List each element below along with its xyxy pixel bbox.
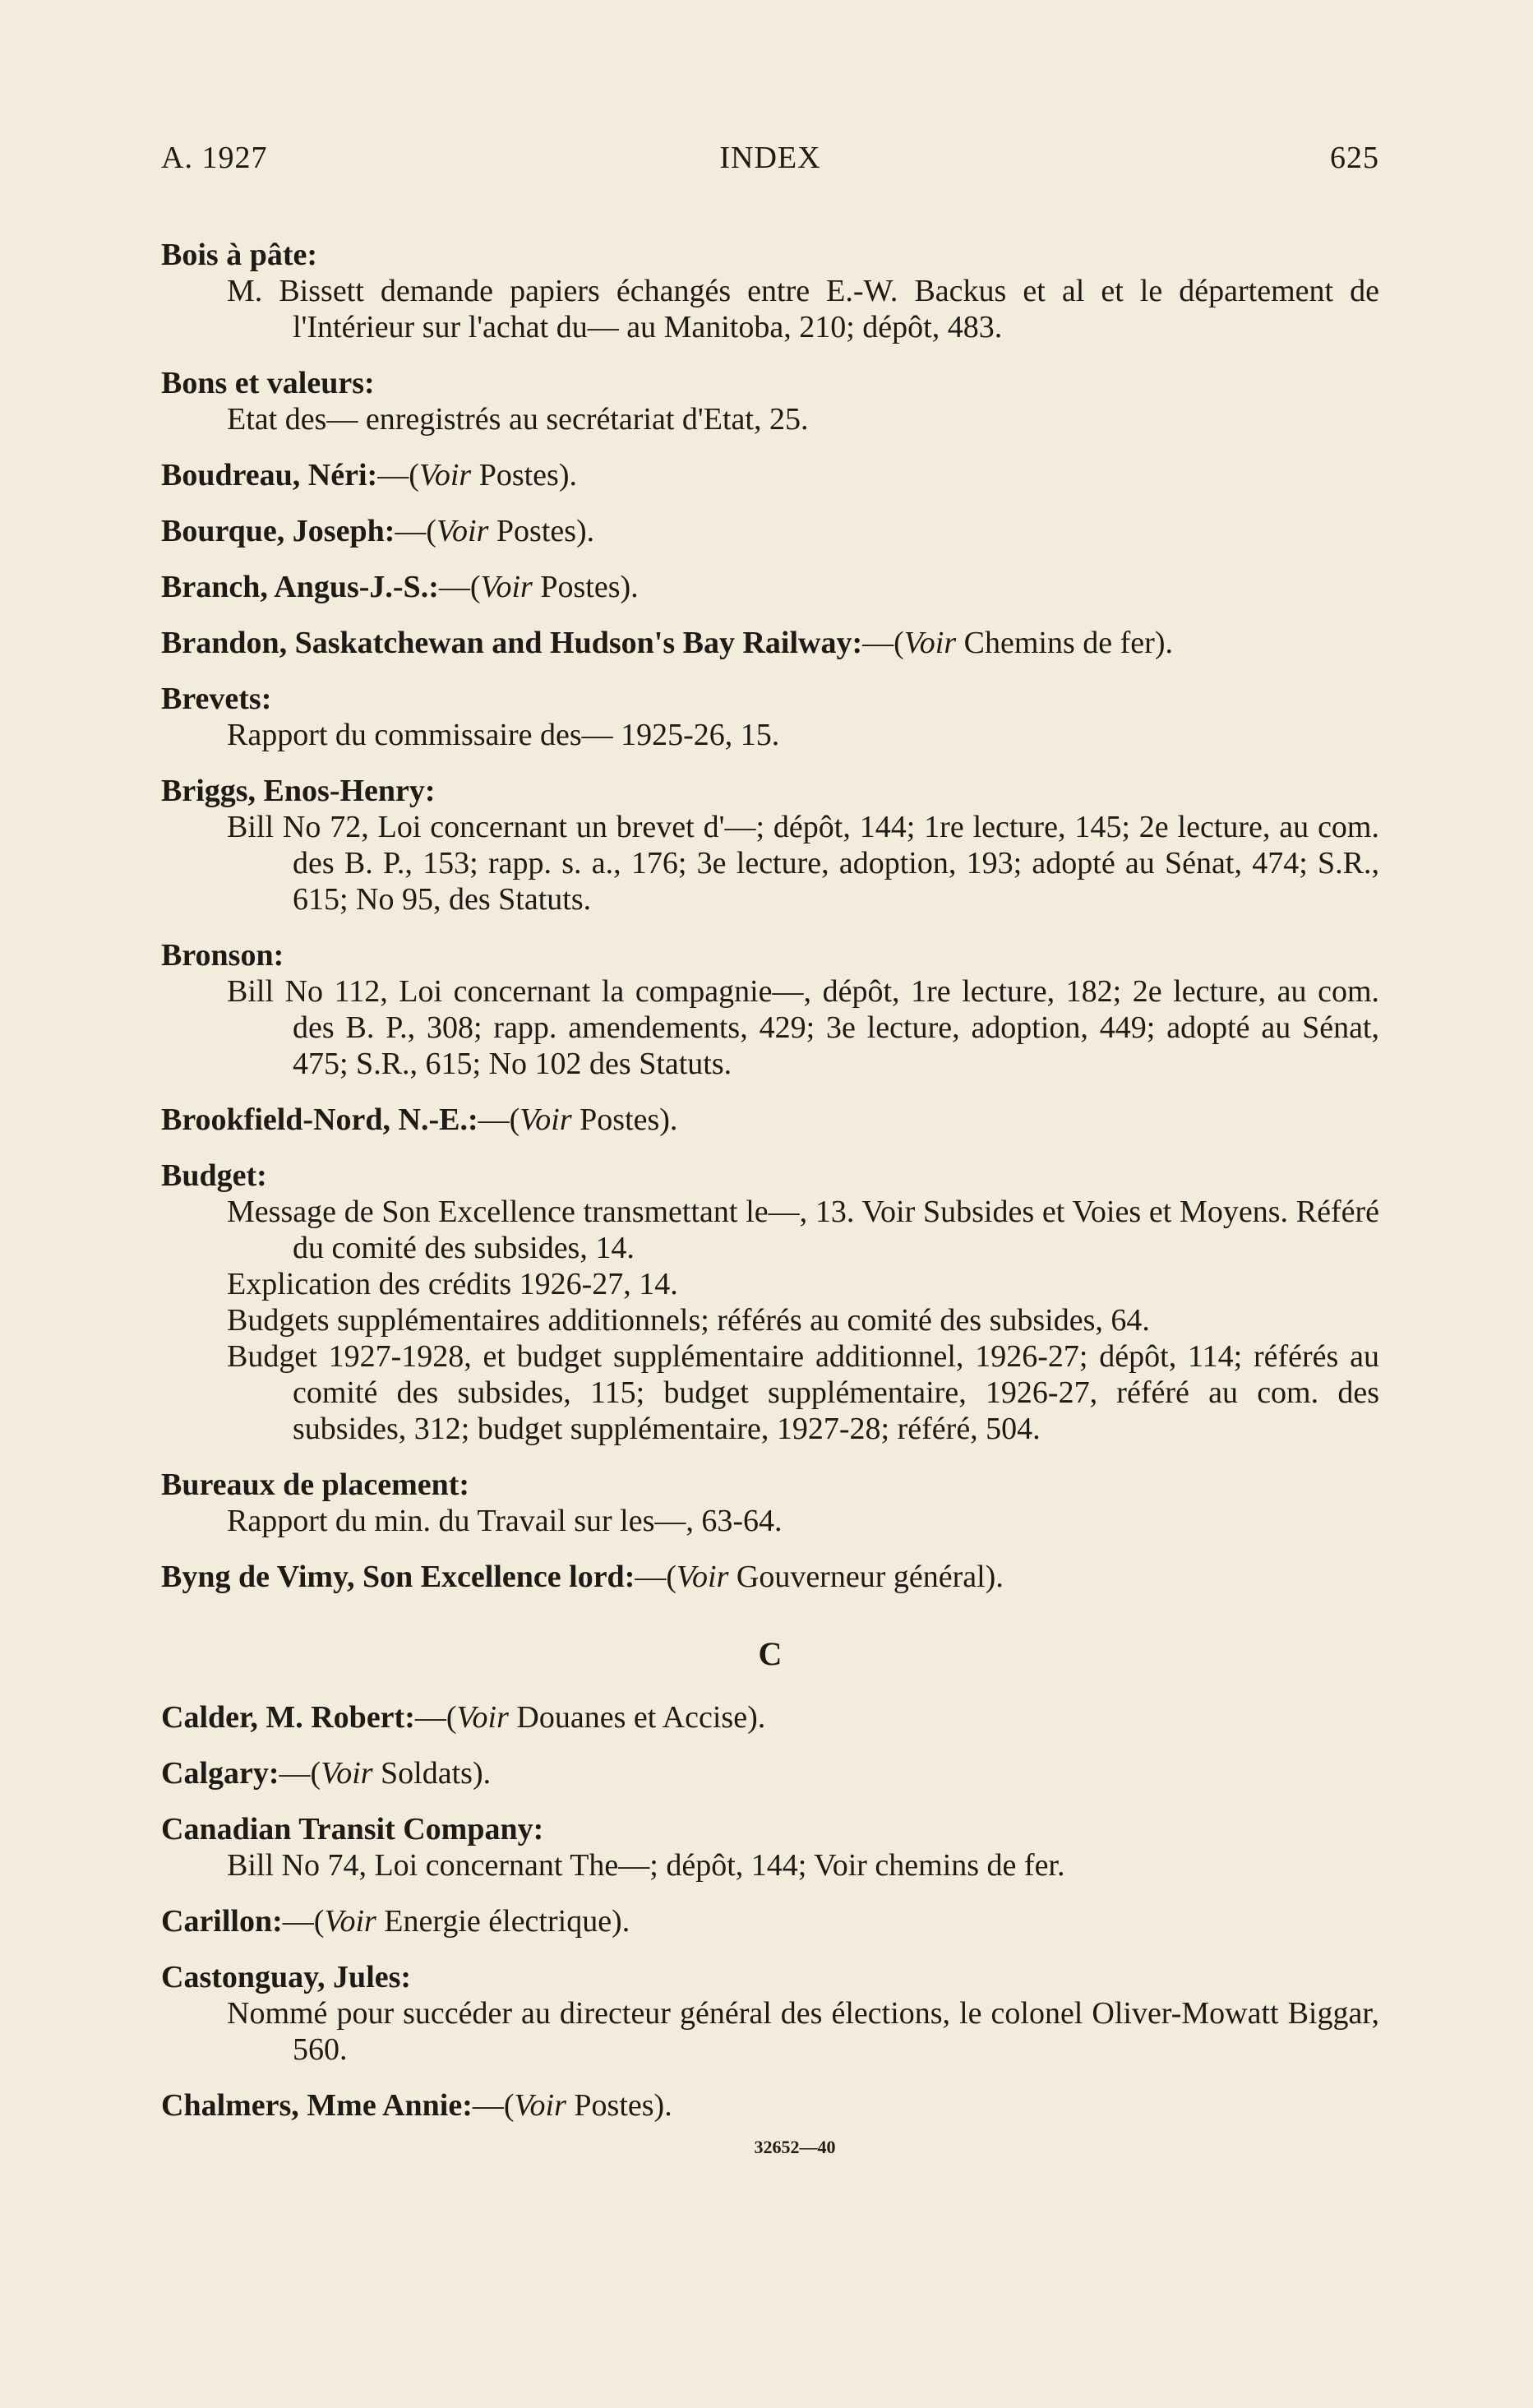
voir-label: Voir: [480, 570, 533, 604]
index-entry: [161, 1755, 1379, 1791]
cross-reference: Postes).: [488, 514, 595, 548]
index-entry: [161, 773, 1379, 917]
entry-heading: Boudreau, Néri:: [161, 458, 378, 492]
index-entry: [161, 681, 1379, 753]
index-entry: [161, 513, 1379, 549]
cross-reference: Postes).: [471, 458, 577, 492]
entry-heading: Bureaux de placement:: [161, 1467, 470, 1502]
entry-heading: Calder, M. Robert:: [161, 1700, 415, 1735]
index-entry: [161, 1903, 1379, 1939]
entry-heading: Budget:: [161, 1158, 267, 1193]
cross-reference: Soldats).: [372, 1756, 492, 1791]
index-entry: [161, 1811, 1379, 1883]
index-entry: [161, 457, 1379, 493]
entry-heading: Bourque, Joseph:: [161, 514, 395, 548]
cross-reference: Gouverneur général).: [728, 1560, 1004, 1594]
cross-reference: Postes).: [532, 570, 639, 604]
entry-subline: Budgets supplémentaires additionnels; référés au comité des subsides, 64.: [227, 1303, 1150, 1338]
index-entry: [161, 1158, 1379, 1447]
index-entry: [161, 569, 1379, 605]
entry-heading: Chalmers, Mme Annie:: [161, 2088, 473, 2123]
ref-dash: —(: [635, 1560, 677, 1594]
entry-subline: Rapport du min. du Travail sur les—, 63-64.: [227, 1504, 783, 1538]
index-entry: [161, 1959, 1379, 2068]
ref-dash: —(: [395, 514, 437, 548]
entry-subline: Rapport du commissaire des— 1925-26, 15.: [227, 718, 780, 752]
entry-heading: Brevets:: [161, 682, 272, 716]
ref-dash: —(: [377, 458, 419, 492]
entry-heading: Branch, Angus-J.-S.:: [161, 570, 439, 604]
voir-label: Voir: [324, 1904, 376, 1939]
ref-dash: —(: [438, 570, 481, 604]
page-number: 625: [1330, 141, 1379, 175]
cross-reference: Postes).: [571, 1102, 678, 1137]
entry-heading: Castonguay, Jules:: [161, 1960, 412, 1994]
voir-label: Voir: [903, 626, 957, 660]
entry-heading: Briggs, Enos-Henry:: [161, 774, 436, 808]
index-entry: [161, 937, 1379, 1082]
header-year: A. 1927: [161, 141, 268, 175]
voir-label: Voir: [321, 1756, 373, 1791]
entry-subline: Budget 1927-1928, et budget supplémentaire additionnel, 1926-27; dépôt, 114; référés au comité des subsides, 115; budget supplémentaire, 1926-27, référé au com. des subsides, 312; budget supplémentaire, 1927-28; référé, 504.: [227, 1339, 1379, 1446]
entry-heading: Brookfield-Nord, N.-E.:: [161, 1102, 478, 1137]
entry-heading: Canadian Transit Company:: [161, 1812, 544, 1846]
entry-subline: Bill No 74, Loi concernant The—; dépôt, 144; Voir chemins de fer.: [227, 1848, 1065, 1883]
cross-reference: Postes).: [566, 2088, 672, 2123]
entry-heading: Byng de Vimy, Son Excellence lord:: [161, 1560, 635, 1594]
entry-subline: Bill No 72, Loi concernant un brevet d'—; dépôt, 144; 1re lecture, 145; 2e lecture, au com. des B. P., 153; rapp. s. a., 176; 3e lecture, adoption, 193; adopté au Sénat, 474; S.R., 615; No 95, des Statuts.: [227, 810, 1379, 917]
entry-heading: Bons et valeurs:: [161, 366, 375, 400]
index-entry: [161, 237, 1379, 345]
entry-heading: Carillon:: [161, 1904, 283, 1939]
ref-dash: —(: [279, 1756, 321, 1791]
entry-subline: Explication des crédits 1926-27, 14.: [227, 1267, 678, 1301]
voir-label: Voir: [519, 1102, 572, 1137]
running-header: [161, 140, 1379, 176]
entry-subline: M. Bissett demande papiers échangés entre E.-W. Backus et al et le département de l'Intérieur sur l'achat du— au Manitoba, 210; dépôt, 483.: [227, 274, 1379, 344]
index-entry: [161, 1102, 1379, 1138]
index-entry: [161, 1467, 1379, 1539]
voir-label: Voir: [676, 1560, 729, 1594]
entry-heading: Calgary:: [161, 1756, 279, 1791]
entry-heading: Bronson:: [161, 938, 284, 973]
index-entry: [161, 1559, 1379, 1595]
entry-subline: Etat des— enregistrés au secrétariat d'Etat, 25.: [227, 402, 809, 437]
ref-dash: —(: [478, 1102, 520, 1137]
entry-subline: Bill No 112, Loi concernant la compagnie—, dépôt, 1re lecture, 182; 2e lecture, au com. des B. P., 308; rapp. amendements, 429; 3e lecture, adoption, 449; adopté au Sénat, 475; S.R., 615; No 102 des Statuts.: [227, 974, 1379, 1081]
section-letter: C: [758, 1635, 783, 1672]
ref-dash: —(: [862, 626, 904, 660]
ref-dash: —(: [472, 2088, 515, 2123]
voir-label: Voir: [418, 458, 472, 492]
entry-heading: Bois à pâte:: [161, 238, 317, 272]
entry-subline: Message de Son Excellence transmettant le—, 13. Voir Subsides et Voies et Moyens. Référé du comité des subsides, 14.: [227, 1195, 1379, 1265]
printer-signature: 32652—40: [754, 2137, 836, 2157]
voir-label: Voir: [436, 514, 489, 548]
index-entry: [161, 2087, 1379, 2124]
index-entry: [161, 1699, 1379, 1736]
voir-label: Voir: [456, 1700, 509, 1735]
ref-dash: —(: [282, 1904, 325, 1939]
cross-reference: Douanes et Accise).: [508, 1700, 766, 1735]
entry-heading: Brandon, Saskatchewan and Hudson's Bay Railway:: [161, 626, 863, 660]
cross-reference: Energie électrique).: [376, 1904, 630, 1939]
voir-label: Voir: [514, 2088, 566, 2123]
index-entry: [161, 365, 1379, 437]
ref-dash: —(: [414, 1700, 457, 1735]
header-title: INDEX: [719, 141, 821, 175]
cross-reference: Chemins de fer).: [956, 626, 1173, 660]
entry-subline: Nommé pour succéder au directeur général des élections, le colonel Oliver-Mowatt Biggar, 560.: [227, 1996, 1379, 2067]
index-entry: [161, 625, 1379, 661]
index-page: [161, 140, 1379, 2158]
